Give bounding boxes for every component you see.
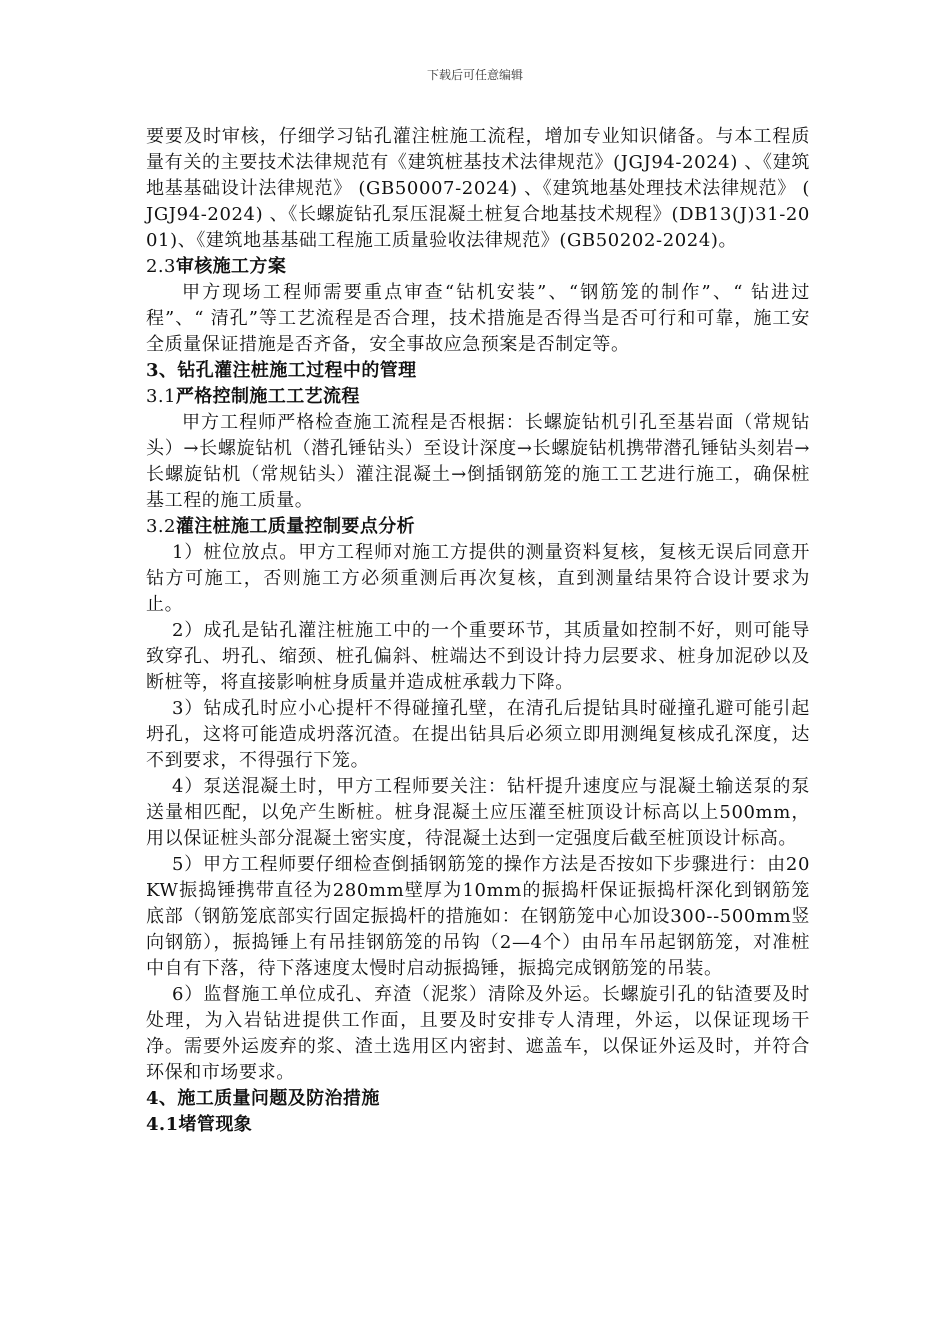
heading-4-1-text: 堵管现象: [178, 1114, 253, 1135]
list-item-6: 6）监督施工单位成孔、弃渣（泥浆）清除及外运。长螺旋引孔的钻渣要及时处理，为入岩钻进提供工作面，且要及时安排专人清理，外运，以保证现场干净。需要外运废弃的浆、渣土选用区内密封、遮盖车，以保证外运及时，并符合环保和市场要求。: [146, 984, 810, 1083]
header-watermark: 下载后可任意编辑: [426, 68, 523, 82]
heading-3-2: [146, 514, 810, 540]
heading-3-1-text: 严格控制施工工艺流程: [175, 386, 360, 407]
heading-2-3-number: 2.3: [146, 256, 176, 277]
paragraph-2-3: 甲方现场工程师需要重点审查“钻机安装”、“钢筋笼的制作”、“ 钻进过程”、“ 清孔”等工艺流程是否合理，技术措施是否得当是否可行和可靠，施工安全质量保证措施是否齐备，安全事故应急预案是否制定等。: [146, 282, 810, 355]
intro-paragraph: 要要及时审核，仔细学习钻孔灌注桩施工流程，增加专业知识储备。与本工程质量有关的主要技术法律规范有《建筑桩基技术法律规范》(JGJ94-2024) 、《建筑地基基础设计法律规范》 (GB50007-2024) 、《建筑地基处理技术法律规范》 ( JGJ94-2024) 、《长螺旋钻孔泵压混凝土桩复合地基技术规程》(DB13(J)31-2001)、《建筑地基基础工程施工质量验收法律规范》(GB50202-2024)。: [146, 126, 810, 251]
list-item-5: 5）甲方工程师要仔细检查倒插钢筋笼的操作方法是否按如下步骤进行：由20KW振捣锤携带直径为280mm壁厚为10mm的振捣杆保证振捣杆深化到钢筋笼底部（钢筋笼底部实行固定振捣杆的措施如：在钢筋笼中心加设300--500mm竖向钢筋），振捣锤上有吊挂钢筋笼的吊钩（2—4个）由吊车吊起钢筋笼，对准桩中自有下落，待下落速度太慢时启动振捣锤，振捣完成钢筋笼的吊装。: [146, 854, 810, 979]
list-item-1: 1）桩位放点。甲方工程师对施工方提供的测量资料复核，复核无误后同意开钻方可施工，否则施工方必须重测后再次复核，直到测量结果符合设计要求为止。: [146, 542, 810, 615]
document-body: [146, 124, 810, 1138]
paragraph-3-1: 甲方工程师严格检查施工流程是否根据：长螺旋钻机引孔至基岩面（常规钻头）→长螺旋钻机（潜孔锤钻头）至设计深度→长螺旋钻机携带潜孔锤钻头刻岩→长螺旋钻机（常规钻头）灌注混凝土→倒插钢筋笼的施工工艺进行施工，确保桩基工程的施工质量。: [146, 412, 810, 511]
list-item-4: 4）泵送混凝土时，甲方工程师要关注：钻杆提升速度应与混凝土输送泵的泵送量相匹配，以免产生断桩。桩身混凝土应压灌至桩顶设计标高以上500mm，用以保证桩头部分混凝土密实度，待混凝土达到一定强度后截至桩顶设计标高。: [146, 776, 810, 849]
heading-4-1-number: 4.1: [146, 1114, 179, 1135]
list-item-2: 2）成孔是钻孔灌注桩施工中的一个重要环节，其质量如控制不好，则可能导致穿孔、坍孔、缩颈、桩孔偏斜、桩端达不到设计持力层要求、桩身加泥砂以及断桩等，将直接影响桩身质量并造成桩承载力下降。: [146, 620, 810, 693]
heading-3: 3、钻孔灌注桩施工过程中的管理: [146, 360, 417, 381]
heading-3-2-number: 3.2: [146, 516, 176, 537]
heading-2-3: [146, 254, 810, 280]
heading-3-1-number: 3.1: [146, 386, 176, 407]
heading-2-3-text: 审核施工方案: [175, 256, 287, 277]
heading-4-1: [146, 1112, 810, 1138]
heading-3-1: [146, 384, 810, 410]
heading-4: 4、施工质量问题及防治措施: [146, 1088, 380, 1109]
heading-3-2-text: 灌注桩施工质量控制要点分析: [175, 516, 416, 537]
list-item-3: 3）钻成孔时应小心提杆不得碰撞孔壁，在清孔后提钻具时碰撞孔避可能引起坍孔，这将可能造成坍落沉渣。在提出钻具后必须立即用测绳复核成孔深度，达不到要求，不得强行下笼。: [146, 698, 810, 771]
